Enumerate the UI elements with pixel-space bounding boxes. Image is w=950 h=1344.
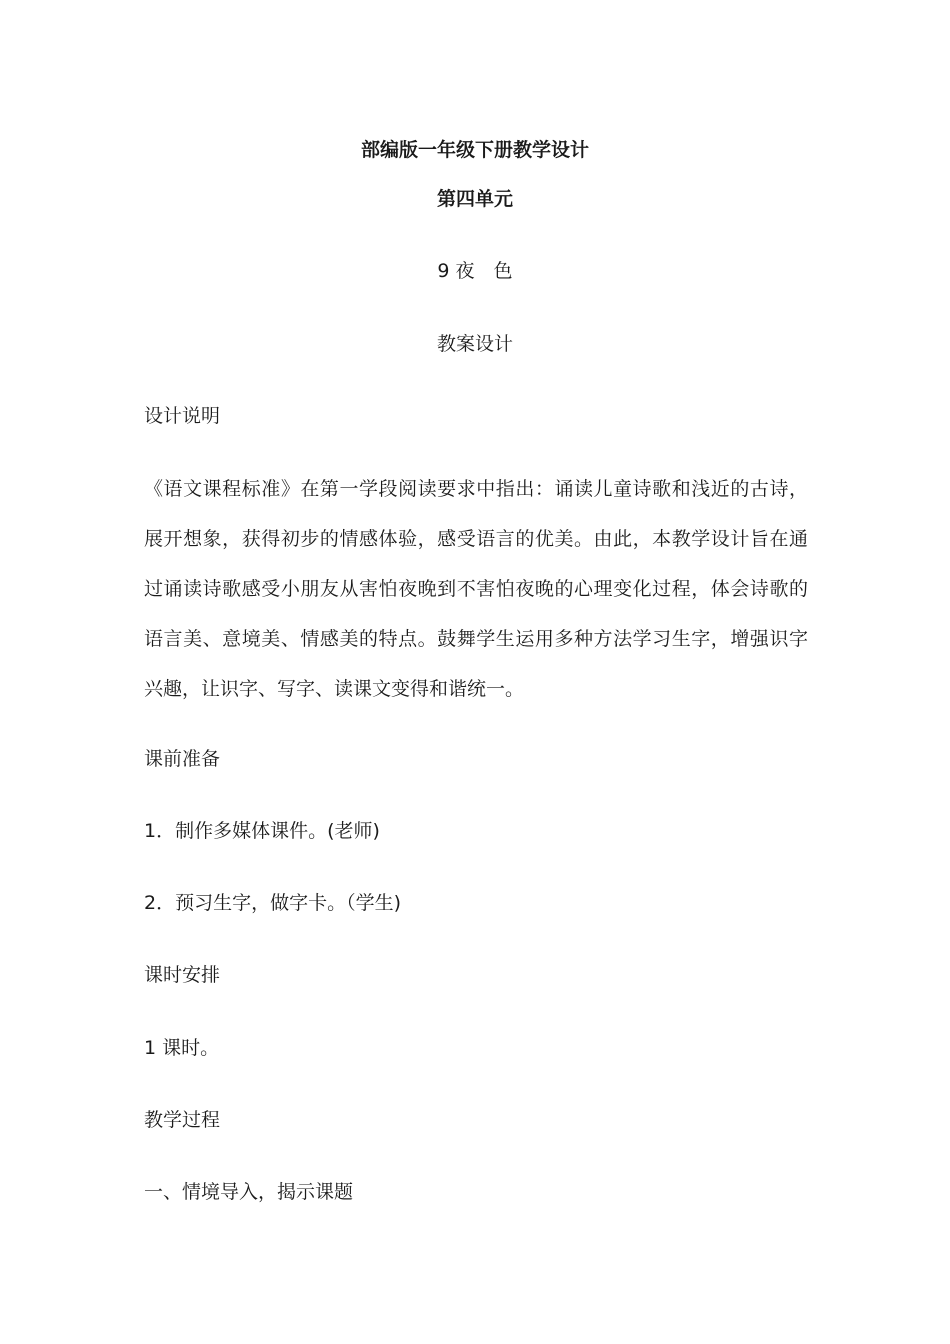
document-title: 部编版一年级下册教学设计 [360,139,589,161]
process-step-1: 一、情境导入，揭示课题 [144,1181,354,1203]
unit-heading: 第四单元 [436,188,513,210]
schedule-heading: 课时安排 [144,964,221,986]
design-note-heading: 设计说明 [144,405,221,427]
prep-item-1: 1．制作多媒体课件。(老师) [144,820,380,842]
design-note-paragraph: 《语文课程标准》在第一学段阅读要求中指出：诵读儿童诗歌和浅近的古诗，展开想象，获得初步的情感体验，感受语言的优美。由此，本教学设计旨在通过诵读诗歌感受小朋友从害怕夜晚到不害怕夜晚的心理变化过程，体会诗歌的语言美、意境美、情感美的特点。鼓舞学生运用多种方法学习生字，增强识字兴趣，让识字、写字、读课文变得和谐统一。 [144,478,808,700]
schedule-value: 1 课时。 [144,1037,220,1059]
lesson-title: 9 夜 色 [437,260,513,282]
plan-label: 教案设计 [436,333,513,355]
prep-heading: 课前准备 [144,748,221,770]
prep-item-2: 2．预习生字，做字卡。（学生) [144,892,402,914]
process-heading: 教学过程 [144,1109,221,1131]
